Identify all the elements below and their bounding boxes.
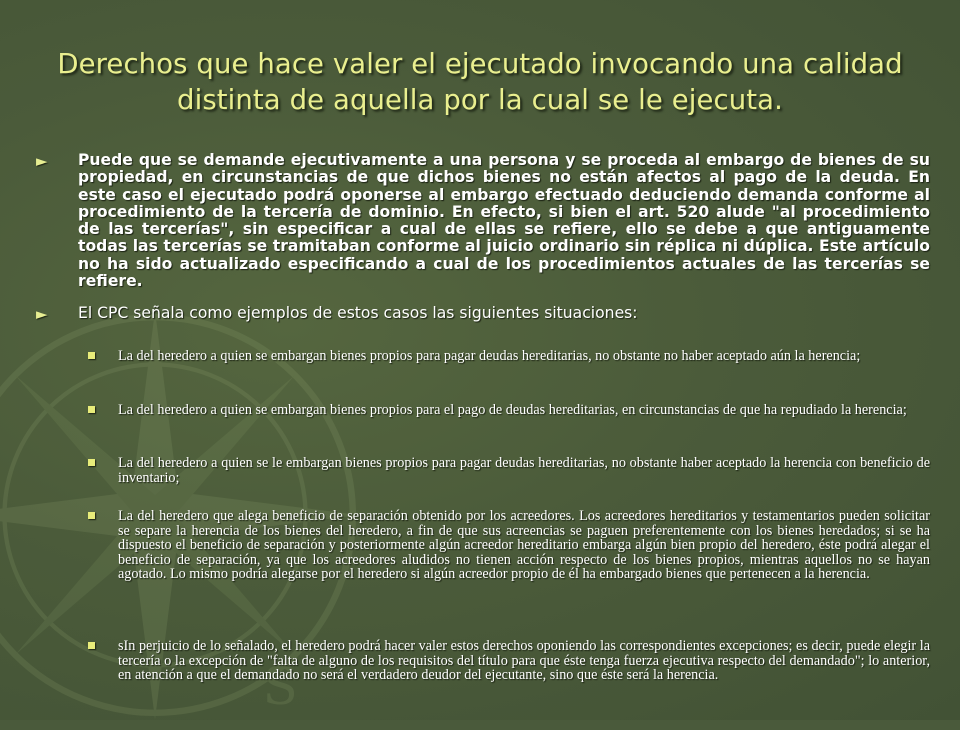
list-item-text: La del heredero a quien se embargan bienes propios para pagar deudas hereditarias, no obstante no haber aceptado aún la herencia; [118, 348, 861, 364]
square-bullet-icon [88, 512, 95, 519]
arrow-bullet-icon: ► [36, 305, 48, 323]
square-bullet-icon [88, 406, 95, 413]
square-bullet-icon [88, 352, 95, 359]
paragraph-embargo [36, 152, 930, 290]
paragraph-text: Puede que se demande ejecutivamente a una persona y se proceda al embargo de bienes de su propiedad, en circunstancias de que dichos bienes no están afectos al pago de la deuda. En este caso el ejecutado podrá oponerse al embargo efectuado deduciendo demanda conforme al procedimiento de la tercería de dominio. En efecto, si bien el art. 520 alude "al procedimiento de las tercerías", sin especificar a cual de ellas se refiere, ello se debe a que antiguamente todas las tercerías se tramitaban conforme al juicio ordinario sin réplica ni dúplica. Este artículo no ha sido actualizado especificando a cual de los procedimientos actuales de las tercerías se refiere. [78, 151, 930, 291]
list-item [88, 509, 930, 582]
paragraph-text: El CPC señala como ejemplos de estos casos las siguientes situaciones: [78, 304, 638, 322]
paragraph-cpc [36, 305, 930, 322]
list-item [88, 349, 930, 364]
slide-title: Derechos que hace valer el ejecutado invocando una calidad distinta de aquella por la cual se le ejecuta. [57, 48, 903, 116]
list-item [88, 403, 930, 418]
list-item-text: sIn perjuicio de lo señalado, el heredero podrá hacer valer estos derechos oponiendo las correspondientes excepciones; es decir, puede elegir la tercería o la excepción de "falta de alguno de los requisitos del título para que éste tenga fuerza ejecutiva respecto del demandado"; lo anterior, en atención a que el demandado no será el verdadero deudor del ejecutante, sino que éste será la herencia. [118, 638, 930, 684]
list-item [88, 639, 930, 683]
list-item-text: La del heredero que alega beneficio de separación obtenido por los acreedores. Los acreedores hereditarios y testamentarios pueden solicitar se separe la herencia de los bienes del heredero, a fin de que sus acreencias se paguen preferentemente con los bienes heredados; si se ha dispuesto el beneficio de separación y posteriormente algún acreedor hereditario embarga algún bien propio del heredero, éste podrá alegar el beneficio de separación, ya que los acreedores aludidos no tienen acción respecto de los bienes propios, mientras aquellos no se hayan agotado. Lo mismo podría alegarse por el heredero si algún acreedor propio de él ha embargado bienes que pertenecen a la herencia. [118, 508, 930, 583]
square-bullet-icon [88, 459, 95, 466]
arrow-bullet-icon: ► [36, 152, 48, 170]
list-item-text: La del heredero a quien se embargan bienes propios para el pago de deudas hereditarias, en circunstancias de que ha repudiado la herencia; [118, 402, 907, 418]
list-item-text: La del heredero a quien se le embargan bienes propios para pagar deudas hereditarias, no obstante haber aceptado la herencia con beneficio de inventario; [118, 455, 930, 486]
square-bullet-icon [88, 642, 95, 649]
svg-text:S: S [262, 657, 298, 718]
list-item [88, 456, 930, 485]
